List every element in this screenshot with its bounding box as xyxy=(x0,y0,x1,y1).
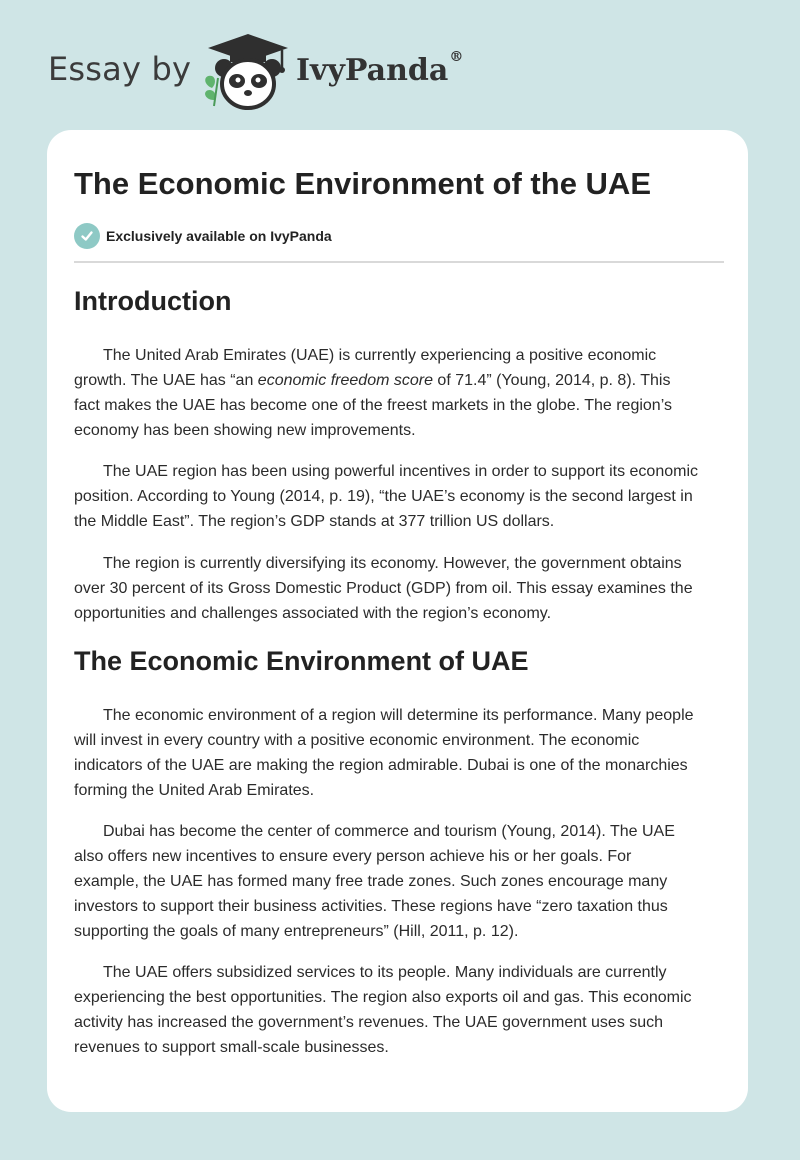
text-run: growth. The UAE has “an xyxy=(74,372,258,389)
paragraph-line: example, the UAE has formed many free trade zones. Such zones encourage many xyxy=(74,873,668,890)
paragraph xyxy=(74,703,724,803)
ivypanda-logo-icon[interactable] xyxy=(198,28,298,112)
paragraph xyxy=(74,343,724,443)
paragraph-line: investors to support their business activities. These regions have “zero taxation thus xyxy=(74,898,668,915)
section-heading-introduction: Introduction xyxy=(74,286,232,316)
essay-by-label: Essay by xyxy=(48,50,192,88)
paragraph-line: The United Arab Emirates (UAE) is currently experiencing a positive economic xyxy=(103,347,657,364)
title-divider xyxy=(74,261,724,263)
checkmark-icon xyxy=(74,223,100,249)
paragraph-line: the Middle East”. The region’s GDP stands at 377 trillion US dollars. xyxy=(74,513,555,530)
brand-text: IvyPanda xyxy=(296,53,449,88)
paragraph-line: fact makes the UAE has become one of the freest markets in the globe. The region’s xyxy=(74,397,672,414)
paragraph-line: supporting the goals of many entrepreneurs” (Hill, 2011, p. 12). xyxy=(74,923,519,940)
section-heading-economic-environment: The Economic Environment of UAE xyxy=(74,646,529,676)
paragraph-line: indicators of the UAE are making the region admirable. Dubai is one of the monarchies xyxy=(74,757,688,774)
text-run: of 71.4” (Young, 2014, p. 8). This xyxy=(432,372,671,389)
paragraph-line: will invest in every country with a positive economic environment. The economic xyxy=(74,732,640,749)
paragraph xyxy=(74,819,724,944)
paragraph-line: The UAE offers subsidized services to its people. Many individuals are currently xyxy=(103,964,667,981)
paragraph-line: economy has been showing new improvements. xyxy=(74,422,416,439)
paragraph-line: opportunities and challenges associated with the region’s economy. xyxy=(74,605,552,622)
paragraph xyxy=(74,459,724,534)
article-title: The Economic Environment of the UAE xyxy=(74,166,651,201)
paragraph-line: Dubai has become the center of commerce and tourism (Young, 2014). The UAE xyxy=(103,823,675,840)
emphasized-text: economic freedom score xyxy=(257,372,433,389)
exclusive-badge-label: Exclusively available on IvyPanda xyxy=(106,228,332,244)
site-header xyxy=(48,28,508,118)
paragraph-line: over 30 percent of its Gross Domestic Product (GDP) from oil. This essay examines the xyxy=(74,580,693,597)
paragraph-line: also offers new incentives to ensure every person achieve his or her goals. For xyxy=(74,848,632,865)
paragraph-line: experiencing the best opportunities. The region also exports oil and gas. This economic xyxy=(74,989,692,1006)
exclusive-badge xyxy=(74,223,332,249)
registered-mark: ® xyxy=(449,49,464,65)
paragraph-line: activity has increased the government’s revenues. The UAE government uses such xyxy=(74,1014,664,1031)
article-card xyxy=(47,130,748,1112)
paragraph-line: The UAE region has been using powerful incentives in order to support its economic xyxy=(103,463,698,480)
paragraph-line: revenues to support small-scale businesses. xyxy=(74,1039,389,1056)
brand-name[interactable] xyxy=(296,49,464,88)
paragraph-line: The region is currently diversifying its economy. However, the government obtains xyxy=(103,555,682,572)
paragraph-line: position. According to Young (2014, p. 19), “the UAE’s economy is the second largest in xyxy=(74,488,693,505)
paragraph-line: forming the United Arab Emirates. xyxy=(74,782,315,799)
paragraph xyxy=(74,960,724,1060)
paragraph-line: The economic environment of a region will determine its performance. Many people xyxy=(103,707,694,724)
paragraph-line xyxy=(74,368,724,393)
paragraph xyxy=(74,551,724,626)
